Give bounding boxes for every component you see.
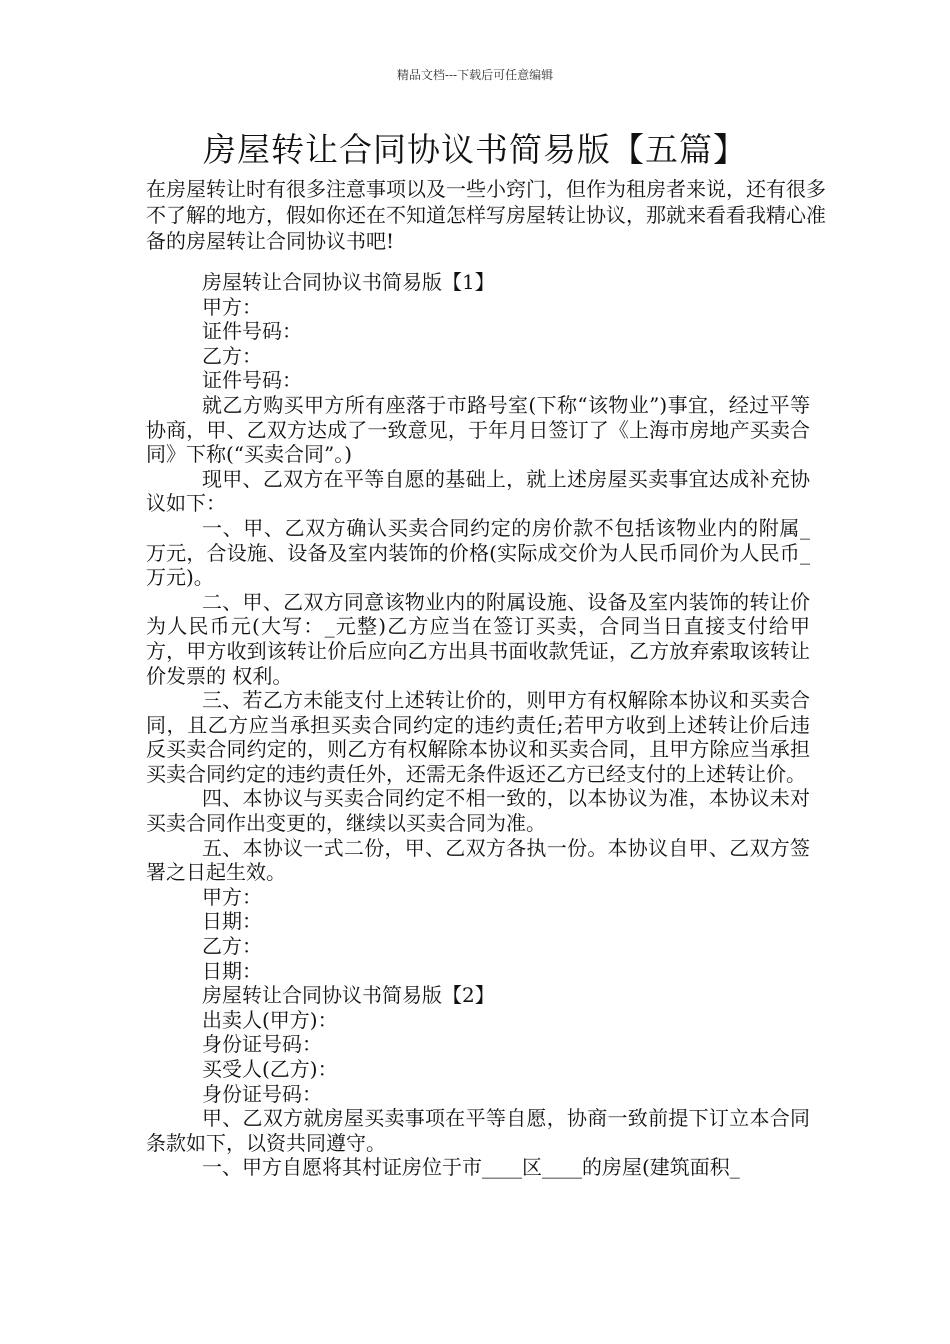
clause-3: 三、若乙方未能支付上述转让价的，则甲方有权解除本协议和买卖合同，且乙方应当承担买卖合同约定的违约责任;若甲方收到上述转让价后违反买卖合同约定的，则乙方有权解除本协议和买卖合同，且甲方除应当承担买卖合同约定的违约责任外，还需无条件返还乙方已经支付的上述转让价。 [146,688,810,786]
party-a-id-label: 证件号码： [202,319,302,344]
party-b-label: 乙方： [202,343,262,368]
clause-2: 二、甲、乙双方同意该物业内的附属设施、设备及室内装饰的转让价为人民币元(大写：_元整)乙方应当在签订买卖，合同当日直接支付给甲方，甲方收到该转让价后应向乙方出具书面收款凭证，乙方放弃索取该转让价发票的 权利。 [146,589,810,688]
section-1-heading: 房屋转让合同协议书简易版【1】 [202,270,495,294]
header-note: 精品文档---下载后可任意编辑 [396,68,554,82]
buyer-id-label: 身份证号码： [202,1081,322,1106]
seller-label: 出卖人(甲方)： [202,1007,338,1032]
signature-party-b: 乙方： [202,934,262,959]
section-2-paragraph-1: 甲、乙双方就房屋买卖事项在平等自愿，协商一致前提下订立本合同条款如下，以资共同遵守。 [146,1106,810,1155]
section-1-paragraph-1: 就乙方购买甲方所有座落于市路号室(下称“该物业”)事宜，经过平等协商，甲、乙双方达成了一致意见，于年月日签订了《上海市房地产买卖合同》下称(“买卖合同”。) [146,392,810,467]
seller-id-label: 身份证号码： [202,1032,322,1057]
signature-date-b: 日期： [202,958,262,983]
document-title: 房屋转让合同协议书简易版【五篇】 [203,130,747,169]
signature-date-a: 日期： [202,909,262,934]
clause-4: 四、本协议与买卖合同约定不相一致的，以本协议为准，本协议未对买卖合同作出变更的，继续以买卖合同为准。 [146,786,810,836]
party-b-id-label: 证件号码： [202,368,302,393]
party-a-label: 甲方： [202,294,262,319]
section-2-heading: 房屋转让合同协议书简易版【2】 [202,983,495,1008]
clause-1: 一、甲、乙双方确认买卖合同约定的房价款不包括该物业内的附属_万元，合设施、设备及室内装饰的价格(实际成交价为人民币同价为人民币_万元)。 [146,515,810,590]
document-body [146,270,810,1180]
clause-5: 五、本协议一式二份，甲、乙双方各执一份。本协议自甲、乙双方签署之日起生效。 [146,835,810,885]
signature-party-a: 甲方： [202,884,262,909]
section-1-paragraph-2: 现甲、乙双方在平等自愿的基础上，就上述房屋买卖事宜达成补充协议如下： [146,466,810,516]
intro-paragraph: 在房屋转让时有很多注意事项以及一些小窍门，但作为租房者来说，还有很多不了解的地方，假如你还在不知道怎样写房屋转让协议，那就来看看我精心准备的房屋转让合同协议书吧! [146,177,826,253]
buyer-label: 买受人(乙方)： [202,1057,338,1081]
section-2-clause-1: 一、甲方自愿将其村证房位于市____区____的房屋(建筑面积_ [202,1155,740,1180]
